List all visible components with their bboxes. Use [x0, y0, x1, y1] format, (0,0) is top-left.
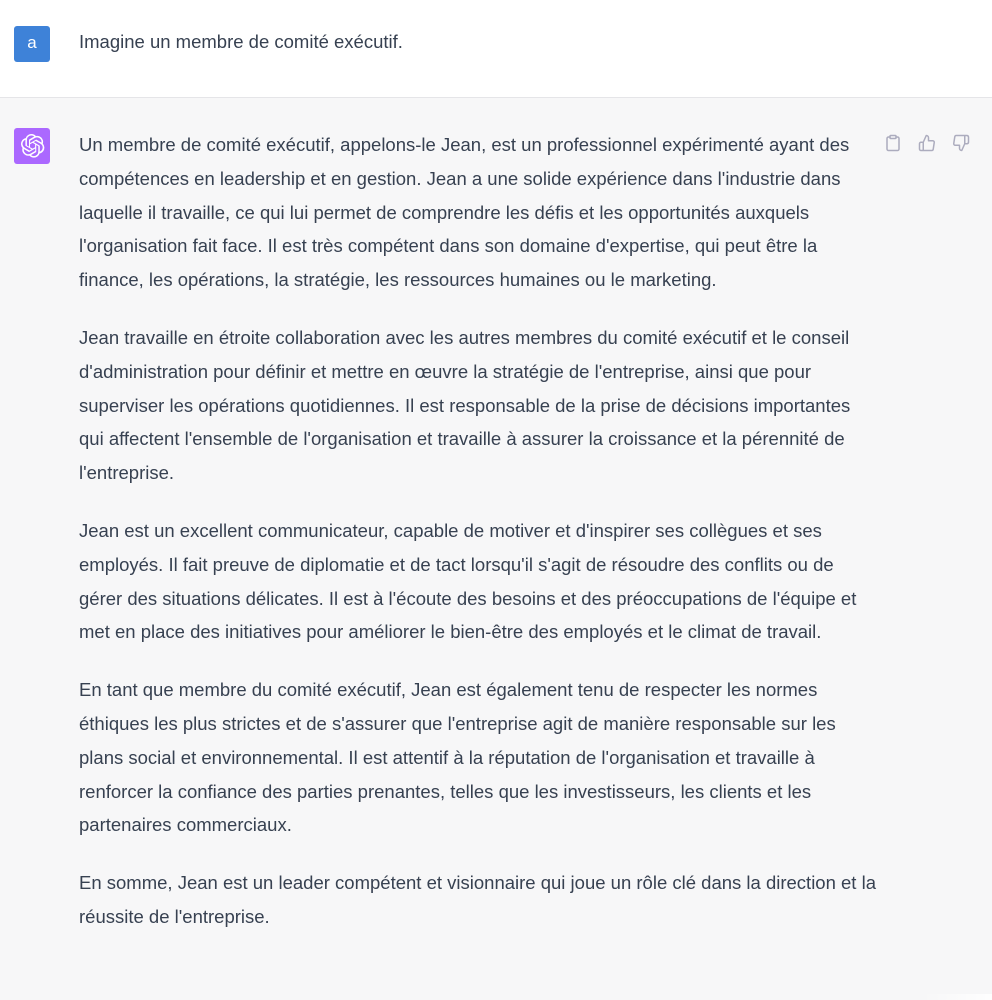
thumbs-up-button[interactable] [914, 130, 940, 156]
assistant-paragraph: En somme, Jean est un leader compétent et visionnaire qui joue un rôle clé dans la direction et la réussite de l'entreprise. [79, 872, 876, 927]
user-message-row [0, 0, 992, 98]
thumbs-down-button[interactable] [948, 130, 974, 156]
copy-button[interactable] [880, 130, 906, 156]
message-actions [880, 130, 974, 156]
assistant-paragraph: Jean est un excellent communicateur, capable de motiver et d'inspirer ses collègues et ses employés. Il fait preuve de diplomatie et de tact lorsqu'il s'agit de résoudre des conflits ou de gérer des situations délicates. Il est à l'écoute des besoins et des préoccupations de l'équipe et met en place des initiatives pour améliorer le bien-être des employés et le climat de travail. [79, 519, 857, 643]
thumbs-down-icon [952, 134, 970, 152]
thumbs-up-icon [918, 134, 936, 152]
assistant-avatar [14, 128, 50, 164]
scroll-shadow [922, 994, 992, 1000]
user-avatar: a [14, 26, 50, 62]
assistant-message-row [0, 98, 992, 1000]
assistant-paragraph: En tant que membre du comité exécutif, Jean est également tenu de respecter les normes éthiques les plus strictes et de s'assurer que l'entreprise agit de manière responsable sur les plans social et environnemental. Il est attentif à la réputation de l'organisation et travaille à renforcer la confiance des parties prenantes, telles que les investisseurs, les clients et les partenaires commerciaux. [79, 679, 836, 836]
assistant-paragraph: Jean travaille en étroite collaboration avec les autres membres du comité exécutif et le conseil d'administration pour définir et mettre en œuvre la stratégie de l'entreprise, ainsi que pour superviser les opérations quotidiennes. Il est responsable de la prise de décisions importantes qui affectent l'ensemble de l'organisation et travaille à assurer la croissance et la pérennité de l'entreprise. [79, 326, 851, 484]
user-message-text: Imagine un membre de comité exécutif. [79, 31, 403, 52]
copy-icon [884, 134, 902, 152]
openai-logo-icon [19, 133, 45, 159]
assistant-paragraph: Un membre de comité exécutif, appelons-le Jean, est un professionnel expérimenté ayant des compétences en leadership et en gestion. Jean a une solide expérience dans l'industrie dans laquelle il travaille, ce qui lui permet de comprendre les défis et les opportunités auxquels l'organisation fait face. Il est très compétent dans son domaine d'expertise, qui peut être la finance, les opérations, la stratégie, les ressources humaines ou le marketing. [79, 134, 850, 291]
assistant-message-text [79, 128, 879, 958]
